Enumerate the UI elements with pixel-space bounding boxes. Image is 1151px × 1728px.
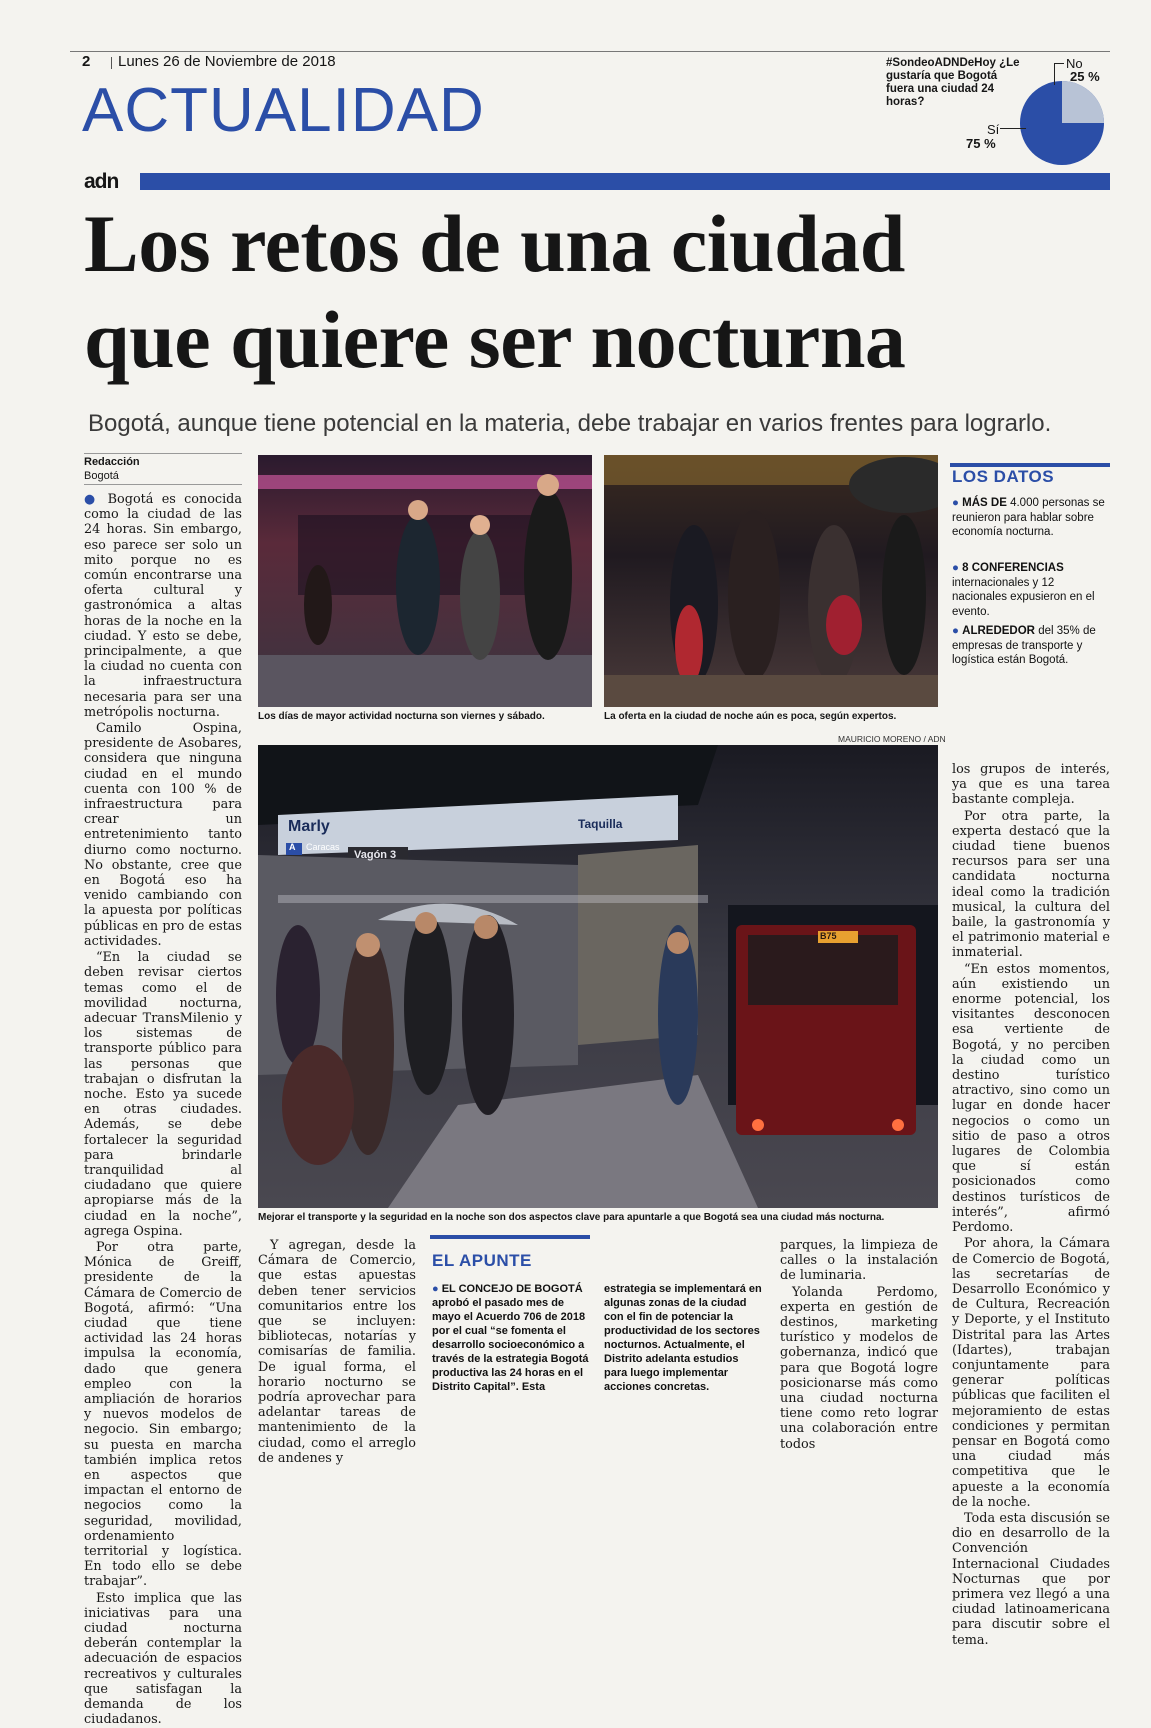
pie-leader-si [1000,128,1026,129]
paragraph: Por ahora, la Cámara de Comercio de Bogotá, las secretarías de Desarrollo Económico y de Cultura, Recreación y Deporte, y el Instituto Distrital para las Artes (Idartes), trabajan conjuntamente para generar políticas públicas que faciliten el mejoramiento de estas condiciones y permitan pensar en Bogotá como una ciudad más competitiva que le apueste a la economía de la noche. [952,1236,1110,1510]
poll-si-label: Sí [987,122,1000,137]
paragraph: ● Bogotá es conocida como la ciudad de las 24 horas. Sin embargo, eso parece ser solo un mito porque no es común encontrarse una oferta cultural y gastronómica a altas horas de la noche en la ciudad. Y esto se debe, principalmente, a que la ciudad no cuenta con la infraestructura necesaria para ser una metrópolis nocturna. [84,492,242,720]
station-sign-direction-name: Caracas [306,842,340,852]
photo3-credit: MAURICIO MORENO / ADN [838,734,946,744]
poll-question: #SondeoADNDeHoy ¿Le gustaría que Bogotá fuera una ciudad 24 horas? [886,57,1020,108]
datos-item-3: ● ALREDEDOR del 35% de empresas de transporte y logística están Bogotá. [952,625,1096,666]
bullet-icon: ● [432,1283,442,1295]
section-title: ACTUALIDAD [82,76,485,145]
station-sign-direction: A [289,842,296,852]
photo-night-crowd [604,455,938,707]
paragraph: los grupos de interés, ya que es una tarea bastante compleja. [952,762,1110,808]
photo-night-street [258,455,592,707]
paragraph: “En la ciudad se deben revisar ciertos temas como el de movilidad nocturna, adecuar TransMilenio y los sistemas de transporte público para las personas que trabajan o disfrutan la noche. Esto ya sucede en otras ciudades. Además, se debe fortalecer la seguridad para brindarle tranquilidad al ciudadano que quiere apropiarse más de la ciudad en la noche”, agrega Ospina. [84,950,242,1239]
station-sign-vagon: Vagón 3 [354,849,397,861]
poll-no-label: No [1066,56,1083,71]
datos-title: LOS DATOS [952,467,1055,486]
bullet-icon: ● [952,497,963,509]
apunte-title: EL APUNTE [432,1251,532,1270]
section-bar [140,173,1110,190]
poll-si-value: 75 % [966,136,996,151]
photo3-caption: Mejorar el transporte y la seguridad en la noche son dos aspectos clave para apuntarle a que Bogotá sea una ciudad más nocturna. [258,1212,885,1223]
poll-no-value: 25 % [1070,69,1100,84]
byline-rule-bottom [84,484,242,485]
bullet-icon: ● [952,625,963,637]
subheadline: Bogotá, aunque tiene potencial en la materia, debe trabajar en varios frentes para lograrlo. [88,410,1052,437]
paragraph: Camilo Ospina, presidente de Asobares, considera que ninguna ciudad en el mundo cuenta con 100 % de infraestructura para crear un entretenimiento tanto diurno como nocturno. No obstante, cree que en Bogotá eso ha venido cambiando con la apuesta por políticas públicas en pro de estas actividades. [84,721,242,949]
page-separator [111,57,112,69]
bullet-icon: ● [84,492,108,507]
station-sign-taquilla: Taquilla [578,817,623,831]
photo-transmilenio-station [258,745,938,1208]
apunte-rule [430,1235,590,1239]
paragraph: Esto implica que las iniciativas para una ciudad nocturna deberán contemplar la adecuación de espacios recreativos y culturales que satisfagan la demanda de los ciudadanos. [84,1590,242,1728]
byline-author: Redacción [84,456,140,468]
paragraph: Y agregan, desde la Cámara de Comercio, que estas apuestas deben tener servicios comunitarios entre los que se incluyen: bibliotecas, notarías y comisarías de familia. De igual forma, el horario nocturno se podría aprovechar para adelantar tareas de mantenimiento de la ciudad, como el arreglo de andenes y [258,1238,416,1466]
apunte-text-2: estrategia se implementará en algunas zonas de la ciudad con el fin de potenciar la productividad de los sectores nocturnos. Actualmente, el Distrito adelanta estudios para luego implementar acciones concretas. [604,1283,762,1393]
pie-leader-no [1054,63,1064,64]
page-date: Lunes 26 de Noviembre de 2018 [118,53,336,70]
photo2-caption: La oferta en la ciudad de noche aún es poca, según expertos. [604,711,897,722]
pie-leader-no-v [1054,63,1055,85]
bus-route-sign: B75 [820,931,837,941]
poll-pie-chart [1019,80,1105,170]
bullet-icon: ● [952,562,963,574]
datos-item-2: ● 8 CONFERENCIAS internacionales y 12 nacionales expusieron en el evento. [952,562,1095,618]
pie-slice-no [1062,81,1104,123]
paragraph: “En estos momentos, aún existiendo un enorme potencial, los visitantes desconocen esa vertiente de Bogotá, y no perciben la ciudad como un destino turístico atractivo, sino como un lugar en donde hacer negocios o como un sitio de paso a otros lugares de Colombia que sí están posicionados como destinos turísticos de interés”, afirmó Perdomo. [952,961,1110,1236]
top-rule [70,51,1110,52]
headline-line-1: Los retos de una ciudad [84,198,905,289]
page-number: 2 [82,53,91,70]
article-column-right [952,762,1110,1649]
paragraph: Toda esta discusión se dio en desarrollo de la Convención Internacional Ciudades Nocturnas que por primera vez llegó a una ciudad latinoamericana para discutir sobre el tema. [952,1510,1110,1648]
paragraph: Yolanda Perdomo, experta en gestión de destinos, marketing turístico y modelos de gobernanza, indicó que para que Bogotá logre posicionarse más como una ciudad nocturna tiene como reto lograr una colaboración entre todos [780,1284,938,1452]
paragraph: Por otra parte, Mónica de Greiff, presidente de la Cámara de Comercio de Bogotá, afirmó: “Una ciudad que tiene actividad las 24 horas impulsa la economía, dado que genera empleo con la ampliación de horarios y nuevos modelos de negocio. Sin embargo; su puesta en marcha también implica retos en aspectos que impactan el entorno de negocios como la seguridad, movilidad, ordenamiento territorial y logística. En todo ello se debe trabajar”. [84,1239,242,1590]
apunte-text-1: ● EL CONCEJO DE BOGOTÁ aprobó el pasado mes de mayo el Acuerdo 706 de 2018 por el cual “se fomenta el desarrollo socioeconómico a través de la estrategia Bogotá productiva las 24 horas en el Distrito Capital”. Esta [432,1283,589,1393]
datos-item-1: ● MÁS DE 4.000 personas se reunieron para hablar sobre economía nocturna. [952,497,1105,538]
byline-place: Bogotá [84,470,119,482]
byline-rule [84,453,242,454]
headline [84,196,1114,388]
station-sign-name: Marly [288,818,330,835]
paragraph: Por otra parte, la experta destacó que la ciudad tiene buenos recursos para ser una candidata nocturna ideal como la tradición musical, la cultura del baile, la gastronomía y el patrimonio material e inmaterial. [952,808,1110,961]
paragraph: parques, la limpieza de calles o la instalación de luminaria. [780,1238,938,1284]
adn-logo: adn [84,170,119,193]
article-column-4 [780,1238,938,1453]
photo1-caption: Los días de mayor actividad nocturna son viernes y sábado. [258,711,545,722]
article-column-1 [84,492,242,1728]
headline-line-2: que quiere ser nocturna [84,294,906,385]
